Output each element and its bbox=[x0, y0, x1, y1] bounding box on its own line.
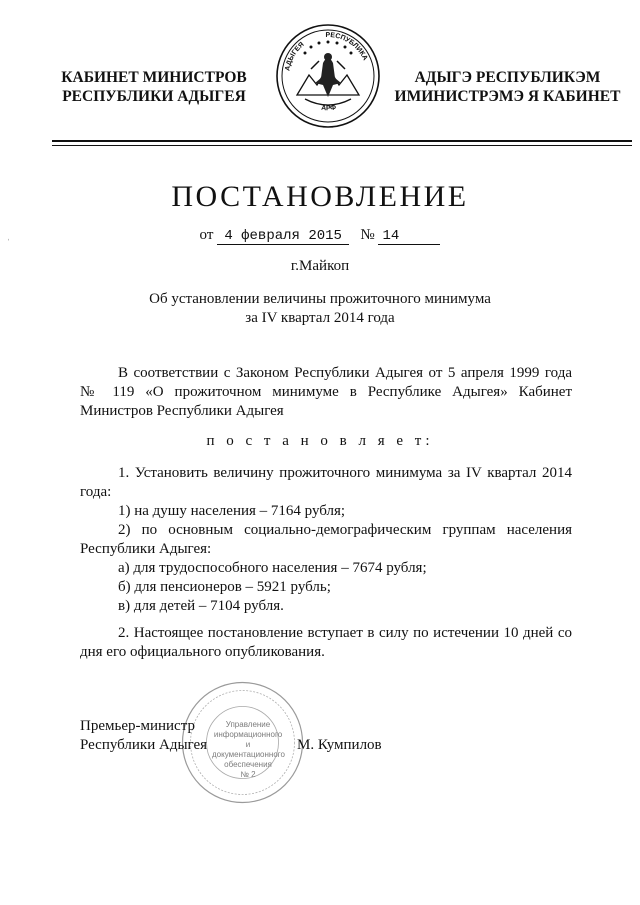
signatory-title-line2: Республики Адыгея bbox=[80, 737, 208, 753]
header-divider-thick bbox=[52, 140, 632, 142]
document-subject bbox=[0, 290, 640, 328]
preamble-paragraph bbox=[80, 364, 572, 421]
emblem-text-bottom: АРФ bbox=[320, 104, 337, 113]
emblem-text-right: РЕСПУБЛИКА bbox=[325, 31, 369, 62]
stamp-line5: № 2 bbox=[240, 770, 256, 779]
stamp-line2: информационного и bbox=[213, 730, 283, 749]
preamble-line2: № 119 «О прожиточном минимуме в Республике Адыгея» Кабинет bbox=[80, 384, 572, 400]
header-right-line1: АДЫГЭ РЕСПУБЛИКЭМ bbox=[414, 69, 601, 86]
header-right-title bbox=[380, 68, 635, 106]
document-city: г.Майкоп bbox=[290, 258, 350, 274]
stamp-line4: обеспечения bbox=[224, 760, 272, 769]
document-date: 4 февраля 2015 bbox=[217, 229, 349, 245]
resolution-items bbox=[80, 464, 572, 616]
header-divider-thin bbox=[52, 145, 632, 146]
item1-2-line1: 2) по основным социально-демографическим группам населения bbox=[118, 522, 572, 538]
svg-text:АРФ bbox=[321, 104, 337, 112]
item1-2c: в) для детей – 7104 рубля. bbox=[118, 598, 284, 614]
item1-2a: а) для трудоспособного населения – 7674 рубля; bbox=[118, 560, 427, 576]
header-left-line2: РЕСПУБЛИКИ АДЫГЕЯ bbox=[62, 88, 246, 105]
preamble-line1: В соответствии с Законом Республики Адыгея от 5 апреля 1999 года bbox=[118, 365, 572, 381]
header-left-title bbox=[40, 68, 268, 106]
subject-line1: Об установлении величины прожиточного минимума bbox=[149, 291, 491, 307]
signatory-name: М. Кумпилов bbox=[297, 737, 382, 753]
item1-line2: года: bbox=[80, 484, 112, 500]
document-type-title: ПОСТАНОВЛЕНИЕ bbox=[171, 180, 469, 213]
signatory-title-line1: Премьер-министр bbox=[80, 718, 195, 734]
stamp-line1: Управление bbox=[225, 720, 271, 729]
signatory-title bbox=[80, 717, 207, 755]
coat-of-arms-emblem bbox=[275, 23, 381, 129]
date-prefix: от bbox=[199, 227, 214, 243]
margin-mark: ˈ bbox=[7, 238, 11, 249]
item2-paragraph bbox=[80, 624, 572, 662]
item1-2-line2: Республики Адыгея: bbox=[80, 541, 212, 557]
stamp-text bbox=[212, 720, 284, 780]
document-number: 14 bbox=[378, 229, 440, 245]
stamp-line3: документационного bbox=[212, 750, 285, 759]
item2-line1: 2. Настоящее постановление вступает в силу по истечении 10 дней со bbox=[118, 625, 572, 641]
preamble-line3: Министров Республики Адыгея bbox=[80, 403, 284, 419]
item1-2b: б) для пенсионеров – 5921 рубль; bbox=[118, 579, 331, 595]
header-left-line1: КАБИНЕТ МИНИСТРОВ bbox=[61, 69, 247, 86]
item1-1: 1) на душу населения – 7164 рубля; bbox=[118, 503, 346, 519]
item1-line1: 1. Установить величину прожиточного минимума за IV квартал 2014 bbox=[118, 465, 572, 481]
document-dateline bbox=[0, 227, 640, 245]
resolves-heading: п о с т а н о в л я е т: bbox=[206, 433, 434, 449]
subject-line2: за IV квартал 2014 года bbox=[245, 310, 395, 326]
number-prefix: № bbox=[360, 227, 375, 243]
item2-line2: дня его официального опубликования. bbox=[80, 644, 325, 660]
header-right-line2: ИМИНИСТРЭМЭ Я КАБИНЕТ bbox=[394, 88, 621, 105]
emblem-text-top: АДЫГЕЯ bbox=[284, 41, 306, 72]
